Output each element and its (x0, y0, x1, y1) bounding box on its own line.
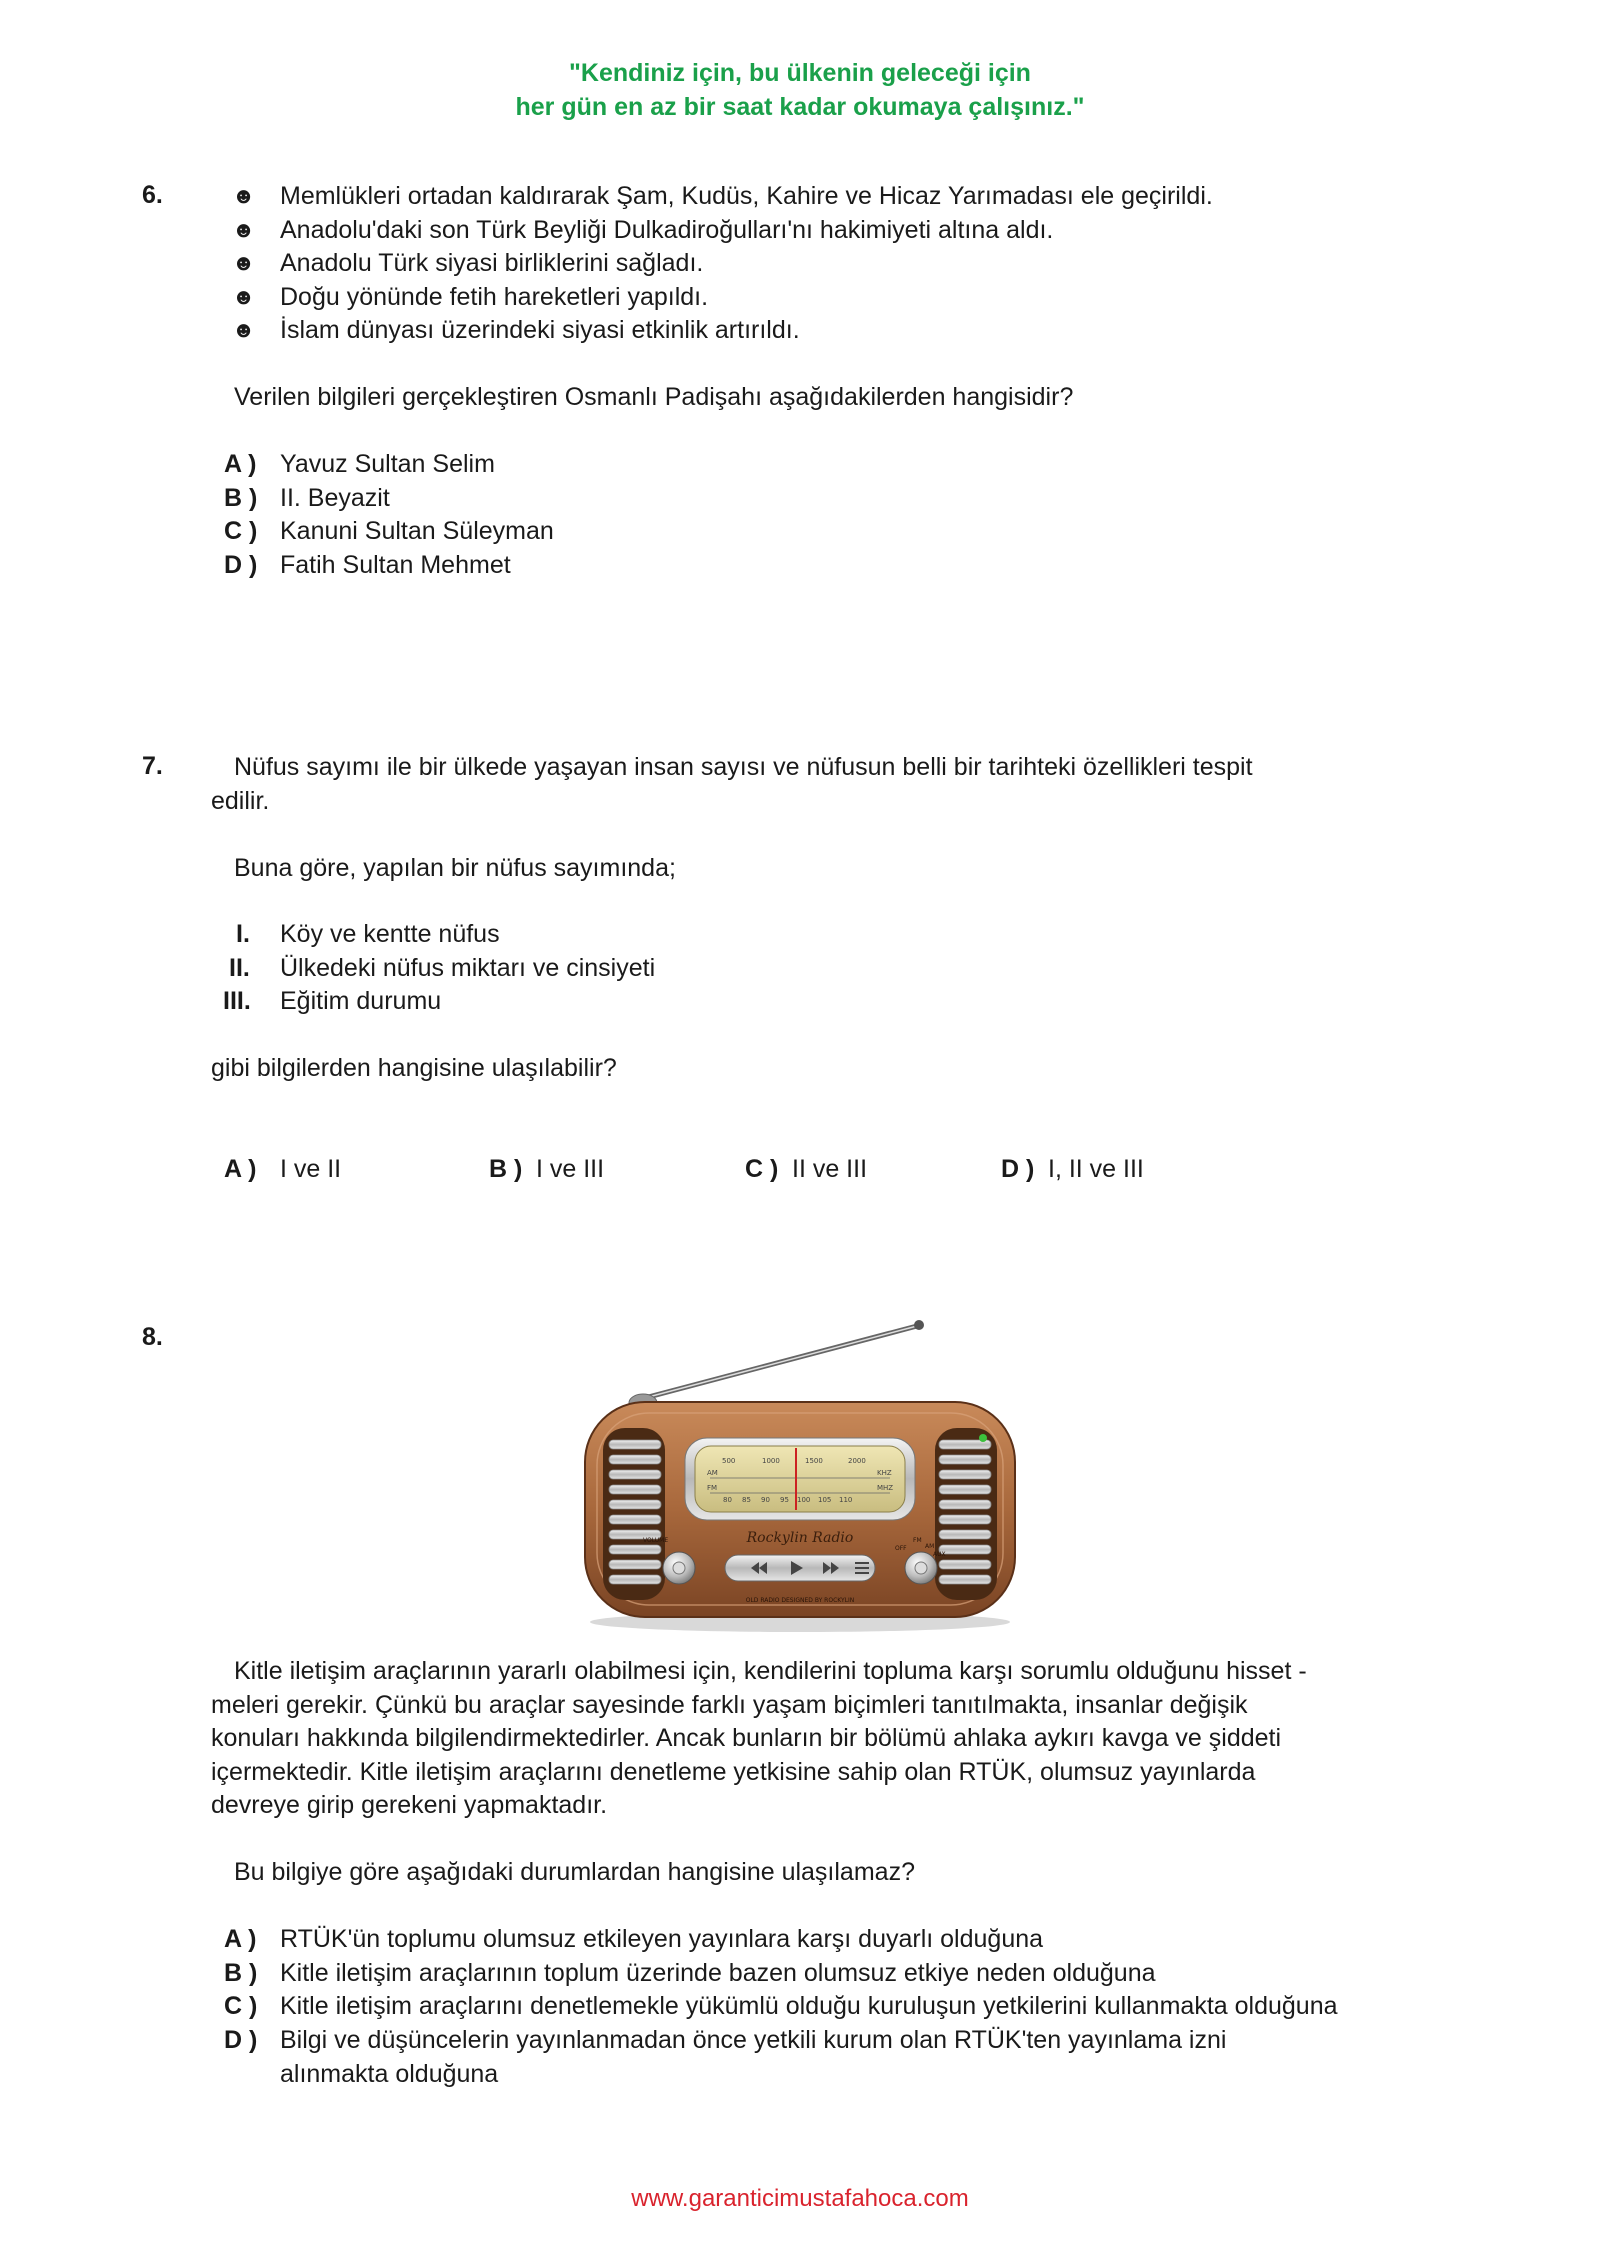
roman-label: II. (229, 954, 250, 982)
option-letter: D ) (224, 551, 258, 579)
question-text: Bu bilgiye göre aşağıdaki durumlardan hangisine ulaşılamaz? (234, 1858, 915, 1886)
freq-label: 90 (761, 1496, 770, 1504)
option-letter: B ) (489, 1155, 523, 1183)
option-text: Kanuni Sultan Süleyman (280, 517, 554, 545)
answer-option-d[interactable] (224, 2024, 1226, 2058)
question-number: 7. (142, 752, 163, 780)
roman-item-2 (229, 952, 655, 986)
right-speaker-grille (935, 1428, 997, 1600)
freq-label: 500 (722, 1457, 736, 1465)
unit-label: MHZ (877, 1484, 894, 1492)
question-number: 6. (142, 181, 163, 209)
option-letter: B ) (224, 484, 258, 512)
option-text: II ve III (792, 1155, 868, 1183)
option-text: RTÜK'ün toplumu olumsuz etkileyen yayınlara karşı duyarlı olduğuna (280, 1925, 1044, 1953)
bullet-icon: ☻ (232, 183, 256, 208)
paragraph-line: devreye girip gerekeni yapmaktadır. (211, 1791, 608, 1819)
power-indicator-light (979, 1434, 987, 1442)
footer-url[interactable]: www.garanticimustafahoca.com (631, 2185, 969, 2212)
bullet-icon: ☻ (232, 284, 256, 309)
question-text: gibi bilgilerden hangisine ulaşılabilir? (211, 1054, 617, 1082)
band-label: AM (707, 1469, 718, 1477)
answer-option-c[interactable] (224, 515, 554, 549)
option-text: I ve II (280, 1155, 342, 1183)
bullet-icon: ☻ (232, 217, 256, 242)
header-line-1: "Kendiniz için, bu ülkenin geleceği için (569, 59, 1031, 87)
option-letter: A ) (224, 1925, 257, 1953)
roman-text: Ülkedeki nüfus miktarı ve cinsiyeti (280, 954, 656, 982)
answer-option-d[interactable] (224, 549, 511, 583)
option-text: Yavuz Sultan Selim (280, 450, 495, 478)
option-letter: A ) (224, 450, 257, 478)
bullet-text: Anadolu'daki son Türk Beyliği Dulkadiroğulları'nı hakimiyeti altına aldı. (280, 216, 1054, 244)
off-label: OFF (895, 1545, 907, 1552)
answer-option-a[interactable] (224, 1923, 1043, 1957)
freq-label: 105 (818, 1496, 832, 1504)
bullet-text: Memlükleri ortadan kaldırarak Şam, Kudüs, Kahire ve Hicaz Yarımadası ele geçirildi. (280, 182, 1213, 210)
radio-brand: Rockylin Radio (746, 1530, 854, 1546)
radio-footer-text: OLD RADIO DESIGNED BY ROCKYLIN (745, 1597, 855, 1604)
roman-item-1 (236, 918, 500, 952)
answer-option-b[interactable] (224, 1957, 1156, 1991)
paragraph-line: meleri gerekir. Çünkü bu araçlar sayesinde farklı yaşam biçimleri tanıtılmakta, insanlar değişik (211, 1691, 1248, 1719)
roman-item-3 (223, 985, 441, 1019)
answer-option-b[interactable] (224, 482, 390, 516)
question-lead: Buna göre, yapılan bir nüfus sayımında; (234, 854, 676, 882)
option-letter: C ) (224, 517, 258, 545)
am-label: AM (925, 1543, 935, 1550)
unit-label: KHZ (877, 1469, 892, 1477)
question-text: Verilen bilgileri gerçekleştiren Osmanlı Padişahı aşağıdakilerden hangisidir? (234, 383, 1074, 411)
motivational-header (0, 56, 1600, 124)
roman-label: III. (223, 987, 251, 1015)
question-intro: Nüfus sayımı ile bir ülkede yaşayan insan sayısı ve nüfusun belli bir tarihteki özellikleri tespit (234, 753, 1253, 781)
bullet-icon: ☻ (232, 317, 256, 342)
question-number: 8. (142, 1323, 163, 1351)
option-letter: D ) (224, 2026, 258, 2054)
answer-option-d[interactable] (1001, 1153, 1144, 1187)
option-text: Fatih Sultan Mehmet (280, 551, 511, 579)
freq-label: 95 (780, 1496, 789, 1504)
option-text: II. Beyazit (280, 484, 390, 512)
freq-label: 110 (839, 1496, 853, 1504)
bullet-text: Doğu yönünde fetih hareketleri yapıldı. (280, 283, 709, 311)
question-intro-cont: edilir. (211, 787, 270, 815)
bullet-text: İslam dünyası üzerindeki siyasi etkinlik artırıldı. (280, 316, 800, 344)
fm-label: FM (913, 1537, 922, 1544)
vintage-radio-illustration (575, 1310, 1025, 1635)
freq-label: 80 (723, 1496, 732, 1504)
aux-label: AUX (933, 1551, 946, 1558)
paragraph-line: içermektedir. Kitle iletişim araçlarını denetleme yetkisine sahip olan RTÜK, olumsuz yayınlarda (211, 1758, 1256, 1786)
freq-label: 1000 (762, 1457, 780, 1465)
volume-label: VOLUME (643, 1537, 669, 1544)
freq-label: 2000 (848, 1457, 866, 1465)
bullet-icon: ☻ (232, 250, 256, 275)
option-letter: A ) (224, 1155, 257, 1183)
option-text-continued: alınmakta olduğuna (280, 2060, 499, 2088)
menu-icon (855, 1562, 869, 1564)
option-text: Bilgi ve düşüncelerin yayınlanmadan önce yetkili kurum olan RTÜK'ten yayınlama izni (280, 2026, 1227, 2054)
band-label: FM (707, 1484, 718, 1492)
freq-label: 85 (742, 1496, 751, 1504)
option-text: I, II ve III (1048, 1155, 1144, 1183)
paragraph-line: Kitle iletişim araçlarının yararlı olabilmesi için, kendilerini topluma karşı sorumlu olduğunu hisset - (234, 1657, 1307, 1685)
answer-option-c[interactable] (745, 1153, 867, 1187)
roman-text: Köy ve kentte nüfus (280, 920, 500, 948)
option-text: Kitle iletişim araçlarını denetlemekle yükümlü olduğu kuruluşun yetkilerini kullanmakta olduğuna (280, 1992, 1338, 2020)
option-letter: D ) (1001, 1155, 1035, 1183)
left-speaker-grille (603, 1428, 665, 1600)
option-text: I ve III (536, 1155, 605, 1183)
answer-option-a[interactable] (224, 448, 495, 482)
answer-option-c[interactable] (224, 1990, 1338, 2024)
option-letter: B ) (224, 1959, 258, 1987)
header-line-2: her gün en az bir saat kadar okumaya çalışınız." (515, 93, 1085, 121)
option-letter: C ) (745, 1155, 779, 1183)
answer-option-a[interactable] (224, 1153, 341, 1187)
roman-label: I. (236, 920, 250, 948)
roman-text: Eğitim durumu (280, 987, 442, 1015)
bullet-text: Anadolu Türk siyasi birliklerini sağladı. (280, 249, 704, 277)
freq-label: 1500 (805, 1457, 823, 1465)
paragraph-line: konuları hakkında bilgilendirmektedirler. Ancak bunların bir bölümü ahlaka aykırı kavga ve şiddeti (211, 1724, 1282, 1752)
answer-option-b[interactable] (489, 1153, 604, 1187)
freq-label: 100 (797, 1496, 811, 1504)
option-letter: C ) (224, 1992, 258, 2020)
option-text: Kitle iletişim araçlarının toplum üzerinde bazen olumsuz etkiye neden olduğuna (280, 1959, 1156, 1987)
